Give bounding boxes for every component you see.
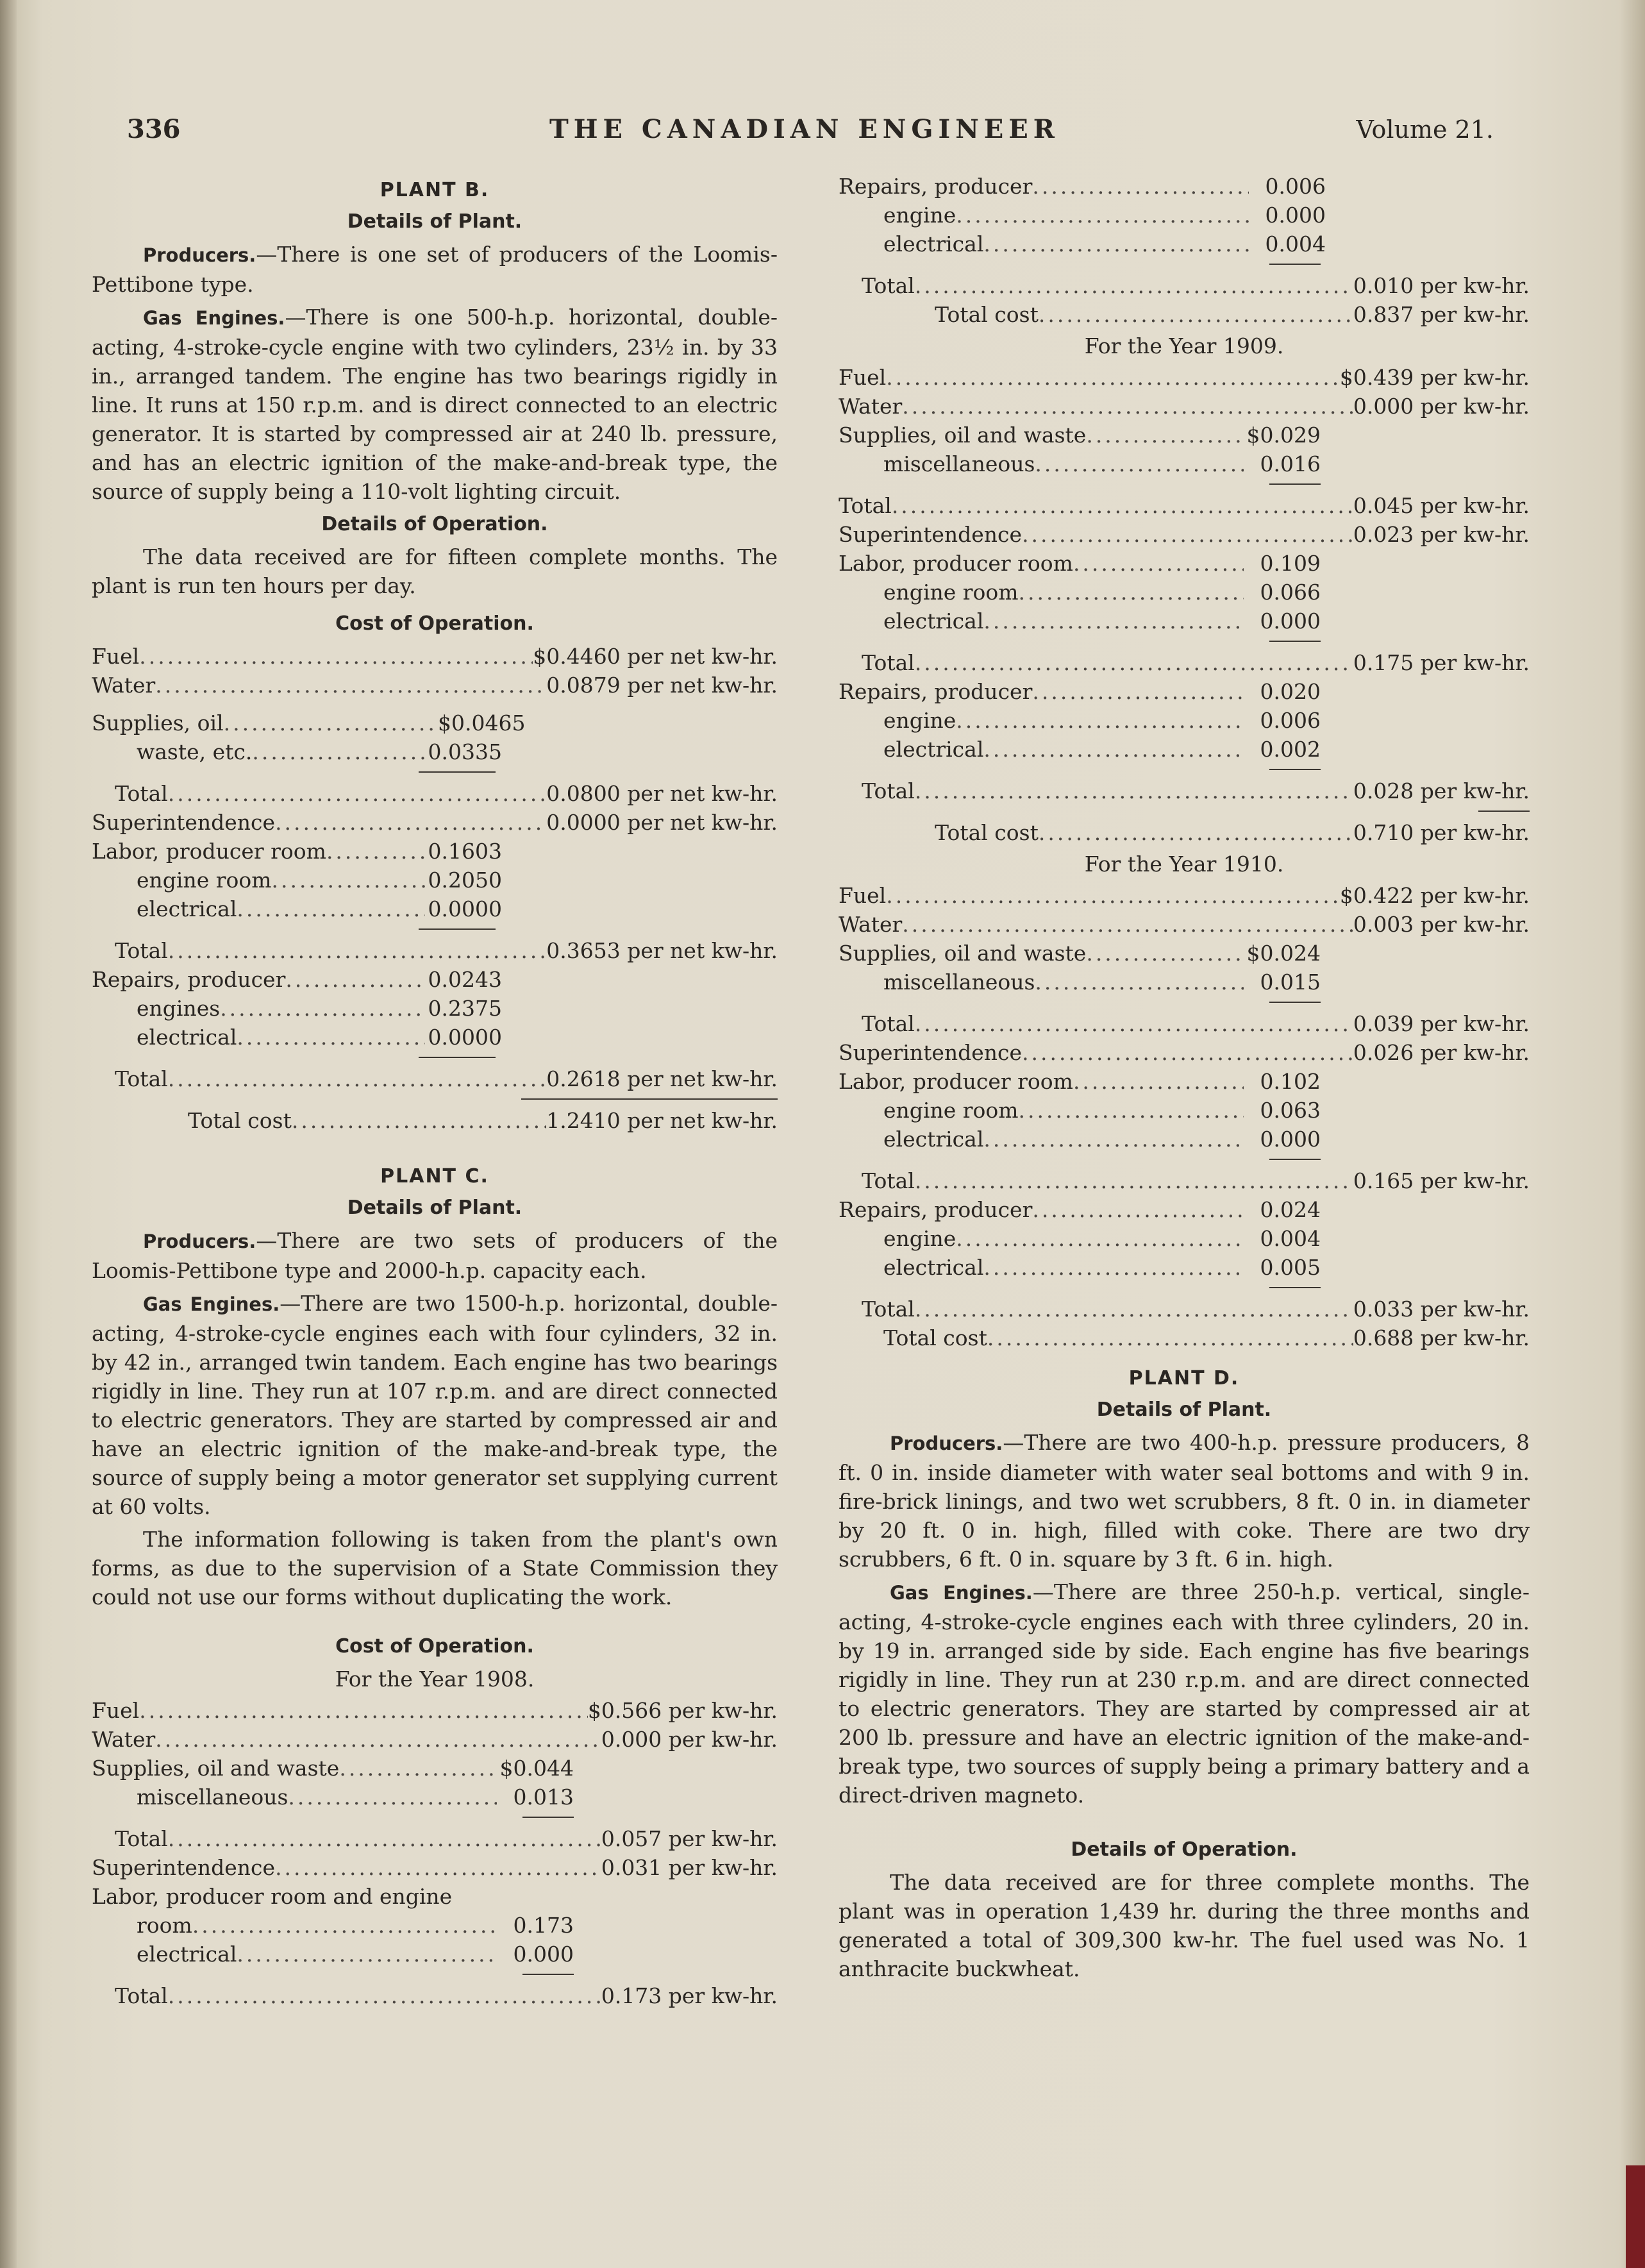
rule: [839, 478, 1530, 491]
plant-b-title: PLANT B.: [380, 179, 490, 201]
table-row: Total ..... 0.175 per kw-hr.: [839, 648, 1530, 677]
rule: [92, 1969, 778, 1981]
table-row: Supplies, oil and waste ..... $0.044: [92, 1754, 574, 1783]
table-row: Supplies, oil and waste ..... $0.029: [839, 421, 1321, 449]
table-row: Supplies, oil ..... $0.0465: [92, 709, 515, 737]
table-row: miscellaneous ..... 0.016: [839, 449, 1321, 478]
table-row: Total ..... 0.045 per kw-hr.: [839, 491, 1530, 520]
page-number: 336: [127, 114, 181, 144]
rule: [92, 1093, 778, 1106]
table-row: Total ..... 0.010 per kw-hr.: [839, 271, 1530, 300]
table-row: Water ..... 0.000 per kw-hr.: [839, 392, 1530, 421]
plant-d-producers: [839, 1428, 1530, 1574]
left-column: [92, 172, 778, 2010]
rule: [839, 258, 1530, 271]
table-row: Total ..... 0.173 per kw-hr.: [92, 1981, 778, 2010]
table-row: Total ..... 0.057 per kw-hr.: [92, 1824, 778, 1853]
producers-lead: Producers.: [143, 244, 256, 266]
volume-label: Volume 21.: [1356, 115, 1494, 144]
table-row: engine room ..... 0.2050: [92, 866, 502, 895]
table-row: Total cost ..... 0.837 per kw-hr.: [839, 300, 1530, 329]
gas-engines-lead: Gas Engines.: [890, 1582, 1033, 1604]
table-row: Repairs, producer ..... 0.0243: [92, 965, 502, 994]
table-row: Supplies, oil and waste ..... $0.024: [839, 939, 1321, 968]
producers-lead: Producers.: [890, 1432, 1003, 1454]
table-row: Superintendence ..... 0.023 per kw-hr.: [839, 520, 1530, 549]
plant-c-1908-table-cont: [839, 172, 1530, 329]
page-spine: [0, 0, 17, 2268]
table-row: Water ..... 0.000 per kw-hr.: [92, 1725, 778, 1754]
table-row: electrical ..... 0.0000: [92, 1023, 502, 1052]
publication-title: THE CANADIAN ENGINEER: [549, 114, 1060, 144]
producers-text: —There are two sets of producers of the Loomis-Pettibone type and 2000-h.p. capacity each.: [92, 1228, 778, 1283]
rule: [839, 805, 1530, 818]
table-row: electrical ..... 0.000: [839, 607, 1321, 635]
rule: [92, 1052, 778, 1064]
producers-lead: Producers.: [143, 1231, 256, 1252]
plant-d-details-plant: Details of Plant.: [1096, 1399, 1272, 1421]
table-row: Labor, producer room ..... 0.1603: [92, 837, 502, 866]
table-row: electrical ..... 0.004: [839, 230, 1326, 258]
table-row: Fuel ..... $0.566 per kw-hr.: [92, 1696, 778, 1725]
table-row: Fuel ..... $0.439 per kw-hr.: [839, 363, 1530, 392]
table-row: Total ..... 0.165 per kw-hr.: [839, 1166, 1530, 1195]
table-row: electrical ..... 0.002: [839, 735, 1321, 764]
table-row: Labor, producer room ..... 0.109: [839, 549, 1321, 578]
table-row: Total ..... 0.028 per kw-hr.: [839, 777, 1530, 805]
table-row: miscellaneous ..... 0.013: [92, 1783, 574, 1811]
plant-c-details-plant: Details of Plant.: [347, 1197, 522, 1219]
table-row: Total cost ..... 0.710 per kw-hr.: [839, 818, 1530, 847]
table-row: miscellaneous ..... 0.015: [839, 968, 1321, 996]
table-row: electrical ..... 0.000: [92, 1940, 574, 1969]
table-row: electrical ..... 0.0000: [92, 895, 502, 923]
rule: [92, 766, 778, 779]
table-row: Total cost ..... 0.688 per kw-hr.: [839, 1323, 1530, 1352]
table-row: engine ..... 0.004: [839, 1224, 1321, 1253]
table-row: Labor, producer room ..... 0.102: [839, 1067, 1321, 1096]
table-row: Total ..... 0.033 per kw-hr.: [839, 1295, 1530, 1323]
table-row: Repairs, producer ..... 0.024: [839, 1195, 1321, 1224]
table-row: Total ..... 0.2618 per net kw-hr.: [92, 1064, 778, 1093]
table-row: Total cost ..... 1.2410 per net kw-hr.: [92, 1106, 778, 1135]
rule: [839, 1282, 1530, 1295]
producers-text: —There are two 400-h.p. pressure producers, 8 ft. 0 in. inside diameter with water seal bottoms and with 9 in. fire-brick linings, and two wet scrubbers, 8 ft. 0 in. in diameter by 20 ft. 0 in. high, filled with coke. There are two dry scrubbers, 6 ft. 0 in. square by 3 ft. 6 in. high.: [839, 1430, 1530, 1572]
table-row: Repairs, producer ..... 0.020: [839, 677, 1321, 706]
gas-engines-lead: Gas Engines.: [143, 1293, 280, 1315]
plant-d-gas-engines: [839, 1577, 1530, 1810]
table-row: engines ..... 0.2375: [92, 994, 502, 1023]
plant-b-producers: [92, 240, 778, 299]
plant-c-cost-title: Cost of Operation.: [335, 1635, 534, 1658]
table-row: engine room ..... 0.063: [839, 1096, 1321, 1125]
table-row: engine ..... 0.006: [839, 706, 1321, 735]
gas-engines-lead: Gas Engines.: [143, 307, 285, 329]
gas-engines-text: —There is one 500-h.p. horizontal, double-acting, 4-stroke-cycle engine with two cylinders, 23½ in. by 33 in., arranged tandem. The engine has two bearings rigidly in line. It runs at 150 r.p.m. and is direct connected to an electric generator. It is started by compressed air at 240 lb. pressure, and has an electric ignition of the make-and-break type, the source of supply being a 110-volt lighting circuit.: [92, 305, 778, 504]
table-row: waste, etc. ..... 0.0335: [92, 737, 502, 766]
table-row: electrical ..... 0.005: [839, 1253, 1321, 1282]
plant-c-1910-table: [839, 881, 1530, 1352]
year-1909-label: For the Year 1909.: [1084, 333, 1284, 358]
table-row: Superintendence ..... 0.0000 per net kw-hr.: [92, 808, 778, 837]
table-row: Fuel ..... $0.4460 per net kw-hr.: [92, 642, 778, 671]
table-row: Repairs, producer ..... 0.006: [839, 172, 1326, 201]
year-1908-label: For the Year 1908.: [335, 1667, 535, 1692]
binding-corner: [1626, 2165, 1645, 2268]
plant-b-cost-title: Cost of Operation.: [335, 612, 534, 635]
plant-c-gas-engines: [92, 1289, 778, 1521]
plant-c-info-text: The information following is taken from the plant's own forms, as due to the supervision of a State Commission they could not use our forms without duplicating the work.: [92, 1527, 778, 1609]
table-row: room ..... 0.173: [92, 1911, 574, 1940]
plant-d-operation-text: The data received are for three complete months. The plant was in operation 1,439 hr. during the three months and generated a total of 309,300 kw-hr. The fuel used was No. 1 anthracite buckwheat.: [839, 1870, 1530, 1981]
rule: [92, 1811, 778, 1824]
plant-b-details-operation: Details of Operation.: [321, 513, 548, 535]
table-row: Labor, producer room and engine: [92, 1884, 453, 1909]
plant-d-details-operation: Details of Operation.: [1071, 1838, 1298, 1861]
table-row: Water ..... 0.003 per kw-hr.: [839, 910, 1530, 939]
table-row: Total ..... 0.0800 per net kw-hr.: [92, 779, 778, 808]
plant-c-1908-table: [92, 1696, 778, 2010]
plant-b-cost-table: [92, 642, 778, 1135]
right-column: [839, 172, 1530, 1987]
rule: [92, 923, 778, 936]
plant-b-details-plant: Details of Plant.: [347, 210, 522, 233]
table-row: engine room ..... 0.066: [839, 578, 1321, 607]
year-1910-label: For the Year 1910.: [1084, 852, 1284, 877]
table-row: Superintendence ..... 0.026 per kw-hr.: [839, 1038, 1530, 1067]
running-header: [109, 108, 1500, 153]
plant-b-gas-engines: [92, 303, 778, 506]
plant-c-1909-table: [839, 363, 1530, 847]
gas-engines-text: —There are two 1500-h.p. horizontal, double-acting, 4-stroke-cycle engines each with four cylinders, 32 in. by 42 in., arranged twin tandem. Each engine has two bearings rigidly in line. They run at 107 r.p.m. and are direct connected to electric generators. They are started by compressed air and have an electric ignition of the make-and-break type, the source of supply being a motor generator set supplying current at 60 volts.: [92, 1291, 778, 1519]
plant-c-producers: [92, 1226, 778, 1285]
rule: [839, 635, 1530, 648]
gas-engines-text: —There are three 250-h.p. vertical, single-acting, 4-stroke-cycle engines each with three cylinders, 20 in. by 19 in. arranged side by side. Each engine has five bearings rigidly in line. They run at 230 r.p.m. and are direct connected to electric generators. They are started by compressed air at 200 lb. pressure and have an electric ignition of the make-and-break type, two sources of supply being a primary battery and a direct-driven magneto.: [839, 1579, 1530, 1808]
table-row: Superintendence ..... 0.031 per kw-hr.: [92, 1853, 778, 1882]
rule: [839, 1154, 1530, 1166]
plant-b-operation-text: The data received are for fifteen complete months. The plant is run ten hours per day.: [92, 544, 778, 598]
table-row: Total ..... 0.039 per kw-hr.: [839, 1009, 1530, 1038]
plant-c-title: PLANT C.: [380, 1165, 489, 1188]
rule: [839, 764, 1530, 777]
table-row: Total ..... 0.3653 per net kw-hr.: [92, 936, 778, 965]
table-row: electrical ..... 0.000: [839, 1125, 1321, 1154]
rule: [839, 996, 1530, 1009]
table-row: engine ..... 0.000: [839, 201, 1326, 230]
producers-text: —There is one set of producers of the Loomis-Pettibone type.: [92, 242, 778, 297]
table-row: Fuel ..... $0.422 per kw-hr.: [839, 881, 1530, 910]
plant-d-title: PLANT D.: [1128, 1367, 1240, 1390]
table-row: Water ..... 0.0879 per net kw-hr.: [92, 671, 778, 700]
